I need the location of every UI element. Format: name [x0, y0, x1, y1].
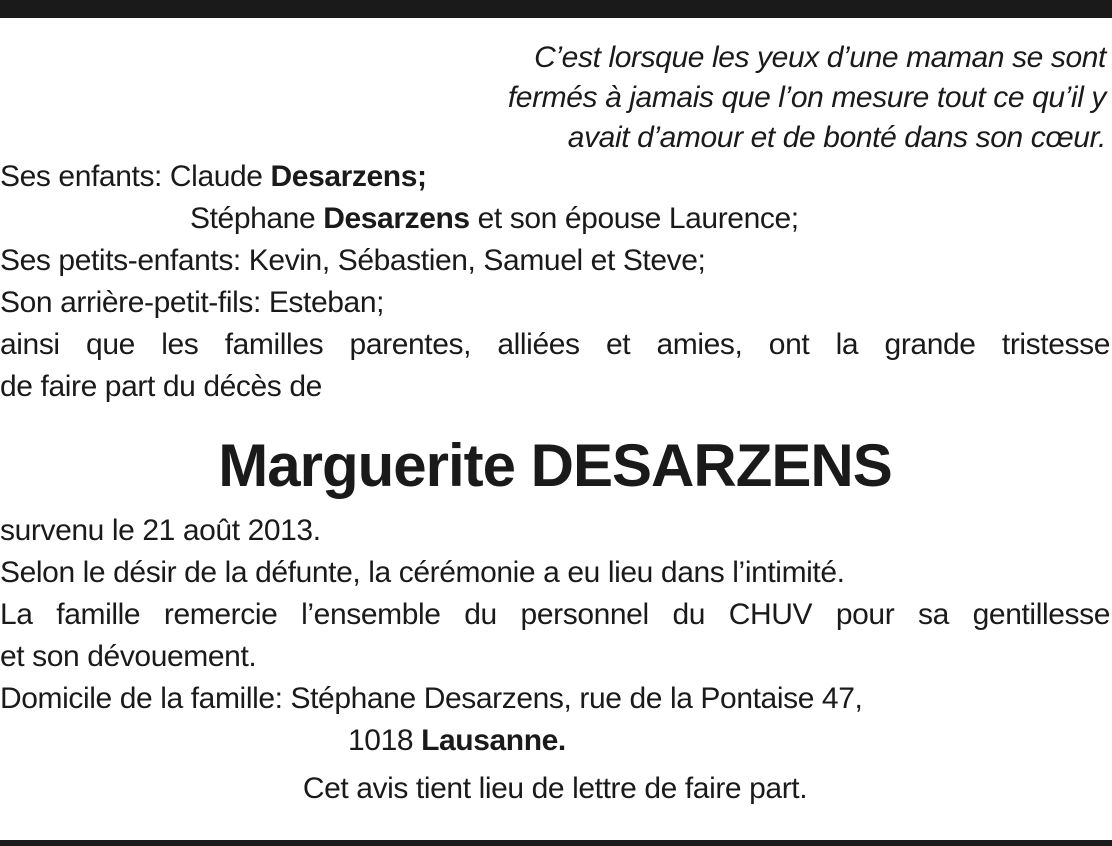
child-last-name: Desarzens;: [270, 160, 427, 193]
families-line: ainsi que les familles parentes, alliées et amies, ont la grande tristesse: [0, 328, 1110, 361]
date-line: survenu le 21 août 2013.: [0, 514, 321, 547]
notice-body: [0, 510, 1110, 810]
bottom-rule: [0, 840, 1112, 846]
child-spouse: et son épouse Laurence;: [477, 202, 799, 235]
top-rule: [0, 0, 1112, 18]
child-last-name: Desarzens: [323, 202, 470, 235]
grandchildren-line: Ses petits-enfants: Kevin, Sébastien, Samuel et Steve;: [0, 244, 706, 277]
closing-line: Cet avis tient lieu de lettre de faire part.: [302, 772, 808, 805]
domicile-line: Domicile de la famille: Stéphane Desarzens, rue de la Pontaise 47,: [0, 682, 863, 715]
families-line: de faire part du décès de: [0, 370, 322, 403]
epigraph-line: fermés à jamais que l’on mesure tout ce qu’il y: [507, 81, 1106, 114]
ceremony-line: Selon le désir de la défunte, la cérémonie a eu lieu dans l’intimité.: [0, 556, 845, 589]
postcode: 1018: [348, 724, 414, 757]
children-label: Ses enfants:: [0, 160, 162, 193]
children-line-2: [0, 198, 1110, 240]
child-first-name: Stéphane: [190, 202, 316, 235]
family-list: [0, 156, 1110, 408]
domicile-city-line: [0, 720, 1110, 762]
epigraph-line: C’est lorsque les yeux d’une maman se sont: [534, 41, 1106, 74]
epigraph: [0, 38, 1110, 158]
epigraph-line: avait d’amour et de bonté dans son cœur.: [567, 121, 1106, 154]
child-first-name: Claude: [169, 160, 263, 193]
great-grandchild-line: Son arrière-petit-fils: Esteban;: [0, 286, 385, 319]
children-line-1: [0, 156, 1110, 198]
city: Lausanne.: [421, 724, 566, 757]
deceased-name: Marguerite DESARZENS: [218, 432, 892, 499]
thanks-line: La famille remercie l’ensemble du personnel du CHUV pour sa gentillesse: [0, 598, 1110, 631]
thanks-line: et son dévouement.: [0, 640, 257, 673]
obituary-notice: [0, 38, 1110, 810]
